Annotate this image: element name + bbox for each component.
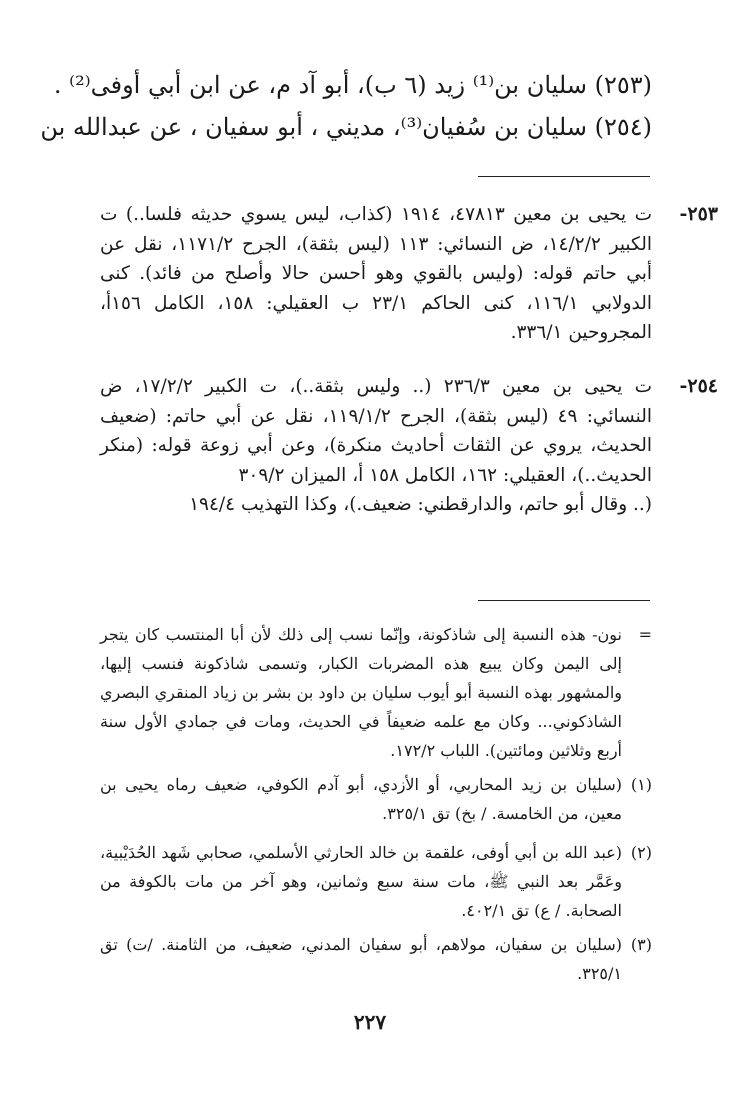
footnote-text: نون- هذه النسبة إلى شاذكونة، وإنّما نسب إلى ذلك لأن أبا المنتسب كان يتجر إلى اليمن وكان يبيع هذه المضربات الكبار، وتسمى شاذكونة فنسب إليها، والمشهور بهذه النسبة أبو أيوب سليان بن داود بن بشر بن زياد المنقري البصري الشاذكوني... وكان مع علمه ضعيفاً في الحديث، ومات في جمادي الأول سنة أربع وثلاثين ومائتين). اللباب ١٧٢/٢. <box>100 625 623 760</box>
entry-253 <box>100 200 718 348</box>
footnote-mark: (٣) <box>630 935 652 954</box>
footnote-text: (عبد الله بن أبي أوفى، علقمة بن خالد الحارثي الأسلمي، صحابي شَهد الحُدَيْبية، وعَمَّر بعد النبي ﷺ، مات سنة سبع وثمانين، وهو آخر من مات بالكوفة من الصحابة. / ع) تق ٤٠٢/١. <box>100 843 622 920</box>
main-line-253: (٢٥٣) سليان بن⁽¹⁾ زيد (٦ ب)، أبو آد م، عن ابن أبي أوفى⁽²⁾ . <box>53 71 652 99</box>
footnote-2 <box>100 838 652 925</box>
divider-top <box>478 176 650 177</box>
entry-text: ت يحيى بن معين ٢٣٦/٣ (.. وليس بثقة..)، ت الكبير ١٧/٢/٢، ض النسائي: ٤٩ (ليس بثقة)، الجرح ١١٩/١/٢، نقل عن أبي حاتم: (ضعيف الحديث، يروي عن الثقات أحاديث منكرة)، وعن أبي زوعة قوله: (منكر الحديث..)، العقيلي: ١٦٢، الكامل ١٥٨ أ، الميزان ٣٠٩/٢ <box>100 376 653 486</box>
footnote-mark: = <box>638 625 652 644</box>
footnote-text: (سليان بن سفيان، مولاهم، أبو سفيان المدني، ضعيف، من الثامنة. /ت) تق ٣٢٥/١. <box>100 935 622 983</box>
entry-text: ت يحيى بن معين ٤٧٨١٣، ١٩١٤ (كذاب، ليس يسوي حديثه فلسا..) ت الكبير ١٤/٢/٢، ض النسائي: ١١٣ (ليس بثقة)، الجرح ١١٧١/٢، نقل عن أبي حاتم قوله: (وليس بالقوي وهو أحسن حالا وأصلح من فائد). كنى الدولابي ١١٦/١، كنى الحاكم ٢٣/١ ب العقيلي: ١٥٨، الكامل ١٥٦أ، المجروحين ٣٣٦/١. <box>100 204 652 343</box>
footnote-divider <box>478 600 650 601</box>
footnote-1 <box>100 770 652 828</box>
footnote-text: (سليان بن زيد المحاربي، أو الأزدي، أبو آدم الكوفي، ضعيف رماه يحيى بن معين، من الخامسة. / بخ) تق ٣٢٥/١. <box>100 775 622 823</box>
entry-254 <box>100 372 718 520</box>
entry-number: ٢٥٤- <box>679 375 718 397</box>
footnote-continuation <box>100 620 652 765</box>
footnote-mark: (١) <box>630 775 652 794</box>
entry-text-last: (.. وقال أبو حاتم، والدارقطني: ضعيف.)، وكذا التهذيب ١٩٤/٤ <box>189 494 652 515</box>
page-number: ٢٢٧ <box>353 1010 387 1034</box>
footnote-mark: (٢) <box>630 843 652 862</box>
main-line-254: (٢٥٤) سليان بن سُفيان⁽³⁾، مديني ، أبو سفيان ، عن عبدالله بن <box>40 113 652 141</box>
entry-number: ٢٥٣- <box>679 203 718 225</box>
footnote-3 <box>100 930 652 988</box>
